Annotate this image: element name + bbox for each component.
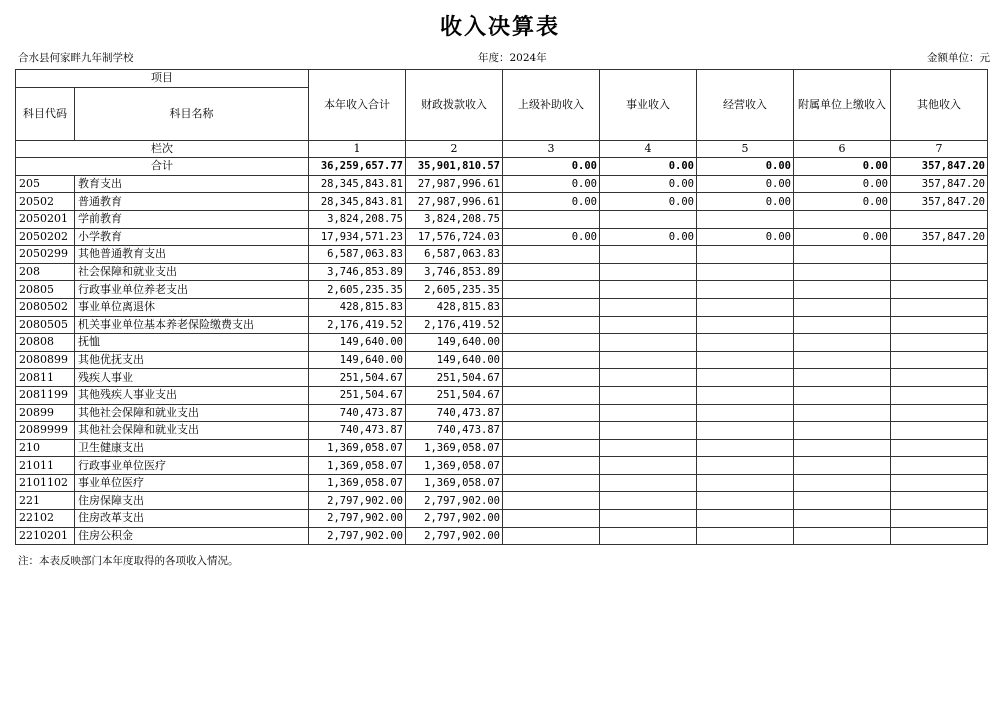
subject-name: 其他普通教育支出 xyxy=(75,246,309,264)
amount-cell: 2,176,419.52 xyxy=(309,316,406,334)
table-row xyxy=(16,193,988,211)
total-value: 0.00 xyxy=(697,158,794,176)
header-superior: 上级补助收入 xyxy=(503,70,600,141)
table-row xyxy=(16,175,988,193)
amount-cell xyxy=(891,492,988,510)
amount-cell: 28,345,843.81 xyxy=(309,193,406,211)
column-number: 6 xyxy=(794,140,891,158)
total-value: 357,847.20 xyxy=(891,158,988,176)
amount-cell xyxy=(794,527,891,545)
amount-cell xyxy=(891,316,988,334)
amount-cell xyxy=(794,281,891,299)
amount-cell xyxy=(503,263,600,281)
amount-cell xyxy=(697,474,794,492)
amount-cell xyxy=(600,474,697,492)
amount-cell: 2,797,902.00 xyxy=(309,527,406,545)
amount-cell: 28,345,843.81 xyxy=(309,175,406,193)
amount-cell: 0.00 xyxy=(600,175,697,193)
amount-cell xyxy=(794,351,891,369)
table-row xyxy=(16,228,988,246)
amount-cell xyxy=(503,457,600,475)
subject-name: 住房改革支出 xyxy=(75,510,309,528)
amount-cell xyxy=(794,298,891,316)
amount-cell xyxy=(794,210,891,228)
subject-code: 2080505 xyxy=(16,316,75,334)
amount-cell xyxy=(600,404,697,422)
amount-cell xyxy=(600,457,697,475)
table-row xyxy=(16,474,988,492)
amount-cell xyxy=(503,527,600,545)
amount-cell: 1,369,058.07 xyxy=(406,457,503,475)
page-title: 收入决算表 xyxy=(439,15,560,40)
table-row xyxy=(16,510,988,528)
amount-cell: 3,824,208.75 xyxy=(309,210,406,228)
amount-cell xyxy=(891,510,988,528)
total-value: 0.00 xyxy=(503,158,600,176)
amount-cell xyxy=(697,369,794,387)
amount-cell: 251,504.67 xyxy=(406,386,503,404)
subject-code: 21011 xyxy=(16,457,75,475)
subject-code: 2089999 xyxy=(16,422,75,440)
amount-cell: 27,987,996.61 xyxy=(406,175,503,193)
amount-cell xyxy=(891,298,988,316)
amount-cell xyxy=(600,439,697,457)
table-row xyxy=(16,334,988,352)
amount-cell xyxy=(794,263,891,281)
table-row xyxy=(16,246,988,264)
amount-cell: 251,504.67 xyxy=(309,369,406,387)
subject-code: 2081199 xyxy=(16,386,75,404)
table-row xyxy=(16,439,988,457)
amount-cell xyxy=(697,386,794,404)
total-value: 36,259,657.77 xyxy=(309,158,406,176)
amount-cell xyxy=(891,246,988,264)
amount-cell xyxy=(794,457,891,475)
amount-cell xyxy=(891,334,988,352)
amount-cell xyxy=(891,210,988,228)
subject-name: 教育支出 xyxy=(75,175,309,193)
total-value: 0.00 xyxy=(794,158,891,176)
amount-cell: 27,987,996.61 xyxy=(406,193,503,211)
subject-code: 2101102 xyxy=(16,474,75,492)
amount-cell xyxy=(503,492,600,510)
table-row xyxy=(16,404,988,422)
amount-cell xyxy=(503,510,600,528)
subject-name: 残疾人事业 xyxy=(75,369,309,387)
subject-name: 事业单位离退休 xyxy=(75,298,309,316)
subject-name: 其他优抚支出 xyxy=(75,351,309,369)
header-name: 科目名称 xyxy=(75,87,309,140)
amount-cell xyxy=(697,404,794,422)
unit-name: 合水县何家畔九年制学校 xyxy=(18,52,134,64)
amount-cell xyxy=(697,298,794,316)
subject-code: 2210201 xyxy=(16,527,75,545)
amount-cell xyxy=(697,457,794,475)
amount-cell xyxy=(891,369,988,387)
subject-name: 小学教育 xyxy=(75,228,309,246)
subject-name: 学前教育 xyxy=(75,210,309,228)
subject-name: 机关事业单位基本养老保险缴费支出 xyxy=(75,316,309,334)
subject-name: 普通教育 xyxy=(75,193,309,211)
header-business: 事业收入 xyxy=(600,70,697,141)
amount-cell xyxy=(503,369,600,387)
amount-cell xyxy=(891,263,988,281)
subject-name: 住房公积金 xyxy=(75,527,309,545)
amount-cell xyxy=(794,316,891,334)
table-row xyxy=(16,369,988,387)
table-note: 注：本表反映部门本年度取得的各项收入情况。 xyxy=(18,555,239,567)
amount-cell xyxy=(600,510,697,528)
subject-code: 2080899 xyxy=(16,351,75,369)
amount-cell xyxy=(697,422,794,440)
amount-cell xyxy=(697,510,794,528)
table-row xyxy=(16,492,988,510)
amount-cell: 3,824,208.75 xyxy=(406,210,503,228)
amount-cell xyxy=(503,474,600,492)
table-row xyxy=(16,457,988,475)
amount-cell xyxy=(697,492,794,510)
amount-cell xyxy=(600,422,697,440)
amount-cell: 428,815.83 xyxy=(406,298,503,316)
subject-name: 抚恤 xyxy=(75,334,309,352)
subject-code: 20502 xyxy=(16,193,75,211)
amount-cell: 2,797,902.00 xyxy=(406,492,503,510)
amount-cell: 0.00 xyxy=(600,228,697,246)
amount-cell: 2,797,902.00 xyxy=(309,492,406,510)
amount-cell xyxy=(794,492,891,510)
amount-cell xyxy=(891,527,988,545)
header-total: 本年收入合计 xyxy=(309,70,406,141)
amount-cell: 0.00 xyxy=(794,193,891,211)
amount-cell: 740,473.87 xyxy=(406,404,503,422)
amount-cell: 357,847.20 xyxy=(891,175,988,193)
amount-cell: 3,746,853.89 xyxy=(309,263,406,281)
column-number-row xyxy=(16,140,988,158)
amount-cell xyxy=(697,210,794,228)
amount-cell xyxy=(600,298,697,316)
column-number: 4 xyxy=(600,140,697,158)
amount-cell: 2,176,419.52 xyxy=(406,316,503,334)
amount-cell xyxy=(600,316,697,334)
subject-name: 事业单位医疗 xyxy=(75,474,309,492)
amount-cell: 0.00 xyxy=(794,228,891,246)
subject-code: 221 xyxy=(16,492,75,510)
income-table xyxy=(15,69,988,545)
amount-cell: 251,504.67 xyxy=(406,369,503,387)
amount-cell: 6,587,063.83 xyxy=(406,246,503,264)
amount-cell: 740,473.87 xyxy=(309,404,406,422)
amount-cell: 428,815.83 xyxy=(309,298,406,316)
amount-cell: 0.00 xyxy=(697,193,794,211)
header-other: 其他收入 xyxy=(891,70,988,141)
subject-code: 2050201 xyxy=(16,210,75,228)
table-body xyxy=(16,140,988,545)
amount-cell: 2,605,235.35 xyxy=(406,281,503,299)
table-row xyxy=(16,281,988,299)
total-value: 35,901,810.57 xyxy=(406,158,503,176)
subject-code: 210 xyxy=(16,439,75,457)
amount-cell: 0.00 xyxy=(503,175,600,193)
amount-cell xyxy=(697,334,794,352)
header-affiliated: 附属单位上缴收入 xyxy=(794,70,891,141)
amount-cell: 2,797,902.00 xyxy=(309,510,406,528)
column-number: 3 xyxy=(503,140,600,158)
fiscal-year: 年度：2024年 xyxy=(478,52,547,64)
table-row xyxy=(16,298,988,316)
header-fiscal: 财政拨款收入 xyxy=(406,70,503,141)
amount-cell xyxy=(503,439,600,457)
amount-cell: 357,847.20 xyxy=(891,228,988,246)
amount-cell: 0.00 xyxy=(697,228,794,246)
subject-name: 卫生健康支出 xyxy=(75,439,309,457)
amount-cell xyxy=(503,334,600,352)
amount-cell xyxy=(794,334,891,352)
table-row xyxy=(16,386,988,404)
amount-cell xyxy=(891,404,988,422)
amount-cell: 0.00 xyxy=(503,193,600,211)
column-number: 5 xyxy=(697,140,794,158)
amount-cell: 6,587,063.83 xyxy=(309,246,406,264)
total-value: 0.00 xyxy=(600,158,697,176)
amount-cell: 1,369,058.07 xyxy=(406,439,503,457)
table-row xyxy=(16,422,988,440)
amount-cell xyxy=(697,246,794,264)
amount-cell xyxy=(794,386,891,404)
subject-code: 2050202 xyxy=(16,228,75,246)
subject-code: 208 xyxy=(16,263,75,281)
subject-name: 其他残疾人事业支出 xyxy=(75,386,309,404)
amount-cell xyxy=(697,281,794,299)
table-row xyxy=(16,351,988,369)
amount-cell: 1,369,058.07 xyxy=(309,439,406,457)
amount-cell: 740,473.87 xyxy=(309,422,406,440)
amount-cell: 17,934,571.23 xyxy=(309,228,406,246)
header-item: 项目 xyxy=(16,70,309,88)
total-label: 合计 xyxy=(16,158,309,176)
amount-cell xyxy=(891,281,988,299)
amount-cell xyxy=(794,422,891,440)
amount-cell xyxy=(891,386,988,404)
subject-name: 社会保障和就业支出 xyxy=(75,263,309,281)
amount-cell xyxy=(503,422,600,440)
amount-cell: 149,640.00 xyxy=(309,334,406,352)
amount-cell xyxy=(600,210,697,228)
amount-cell xyxy=(891,351,988,369)
header-operating: 经营收入 xyxy=(697,70,794,141)
subject-code: 20899 xyxy=(16,404,75,422)
amount-cell: 149,640.00 xyxy=(309,351,406,369)
amount-cell xyxy=(697,316,794,334)
amount-cell: 2,797,902.00 xyxy=(406,527,503,545)
amount-cell xyxy=(503,316,600,334)
amount-cell: 1,369,058.07 xyxy=(309,457,406,475)
amount-cell xyxy=(891,474,988,492)
subject-name: 其他社会保障和就业支出 xyxy=(75,422,309,440)
amount-cell xyxy=(600,351,697,369)
amount-unit: 金额单位：元 xyxy=(927,52,990,64)
subject-code: 205 xyxy=(16,175,75,193)
amount-cell xyxy=(600,246,697,264)
table-row xyxy=(16,316,988,334)
amount-cell: 0.00 xyxy=(697,175,794,193)
subject-code: 20808 xyxy=(16,334,75,352)
amount-cell xyxy=(891,422,988,440)
total-row xyxy=(16,158,988,176)
amount-cell xyxy=(600,334,697,352)
amount-cell: 357,847.20 xyxy=(891,193,988,211)
amount-cell xyxy=(503,404,600,422)
table-row xyxy=(16,263,988,281)
amount-cell xyxy=(794,510,891,528)
amount-cell: 1,369,058.07 xyxy=(309,474,406,492)
amount-cell xyxy=(794,369,891,387)
subject-code: 22102 xyxy=(16,510,75,528)
table-row xyxy=(16,210,988,228)
amount-cell: 149,640.00 xyxy=(406,334,503,352)
subject-code: 20805 xyxy=(16,281,75,299)
amount-cell xyxy=(697,263,794,281)
amount-cell: 17,576,724.03 xyxy=(406,228,503,246)
subject-name: 行政事业单位医疗 xyxy=(75,457,309,475)
amount-cell xyxy=(794,439,891,457)
amount-cell xyxy=(503,386,600,404)
column-number: 2 xyxy=(406,140,503,158)
amount-cell xyxy=(600,527,697,545)
amount-cell: 0.00 xyxy=(794,175,891,193)
amount-cell xyxy=(697,351,794,369)
amount-cell: 2,797,902.00 xyxy=(406,510,503,528)
subject-name: 其他社会保障和就业支出 xyxy=(75,404,309,422)
subject-code: 2080502 xyxy=(16,298,75,316)
amount-cell: 149,640.00 xyxy=(406,351,503,369)
subject-code: 2050299 xyxy=(16,246,75,264)
amount-cell: 740,473.87 xyxy=(406,422,503,440)
amount-cell xyxy=(891,439,988,457)
amount-cell: 2,605,235.35 xyxy=(309,281,406,299)
column-number: 1 xyxy=(309,140,406,158)
column-number: 7 xyxy=(891,140,988,158)
amount-cell: 0.00 xyxy=(503,228,600,246)
amount-cell xyxy=(503,210,600,228)
amount-cell xyxy=(600,263,697,281)
amount-cell xyxy=(794,474,891,492)
amount-cell xyxy=(503,246,600,264)
header-code: 科目代码 xyxy=(16,87,75,140)
amount-cell: 0.00 xyxy=(600,193,697,211)
amount-cell xyxy=(697,527,794,545)
subject-name: 行政事业单位养老支出 xyxy=(75,281,309,299)
amount-cell: 1,369,058.07 xyxy=(406,474,503,492)
subject-code: 20811 xyxy=(16,369,75,387)
amount-cell xyxy=(794,246,891,264)
amount-cell xyxy=(600,369,697,387)
amount-cell xyxy=(600,386,697,404)
amount-cell xyxy=(503,298,600,316)
table-row xyxy=(16,527,988,545)
amount-cell xyxy=(503,351,600,369)
amount-cell xyxy=(600,492,697,510)
amount-cell xyxy=(697,439,794,457)
subject-name: 住房保障支出 xyxy=(75,492,309,510)
amount-cell: 251,504.67 xyxy=(309,386,406,404)
amount-cell xyxy=(600,281,697,299)
amount-cell xyxy=(891,457,988,475)
amount-cell: 3,746,853.89 xyxy=(406,263,503,281)
amount-cell xyxy=(794,404,891,422)
amount-cell xyxy=(503,281,600,299)
column-number-label: 栏次 xyxy=(16,140,309,158)
